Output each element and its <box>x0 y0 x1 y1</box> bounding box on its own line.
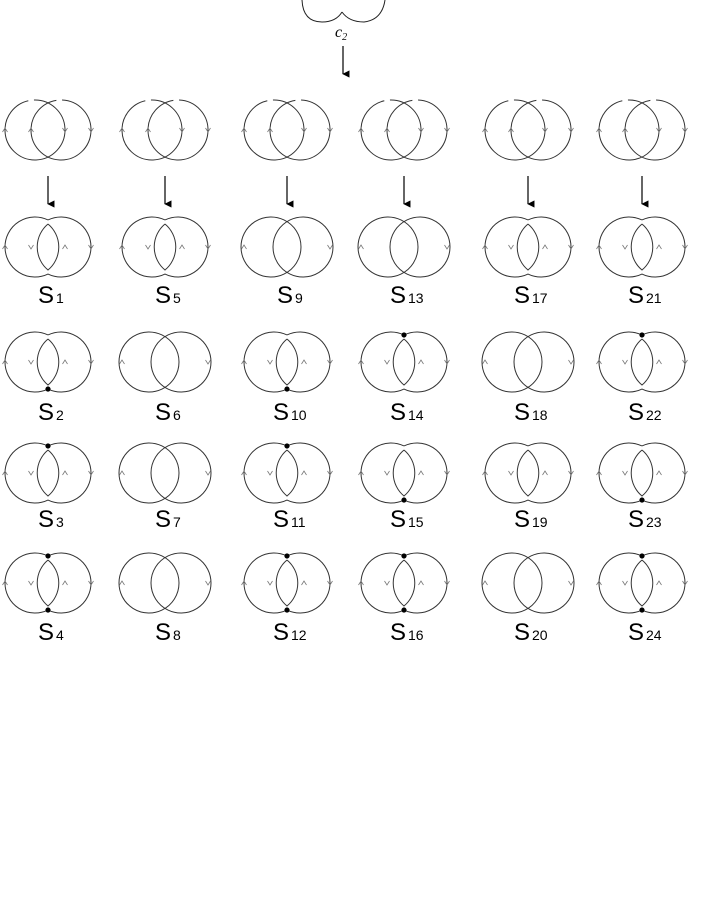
outer-loop <box>5 553 91 613</box>
marker-dot-top <box>284 553 289 558</box>
outer-loop <box>485 443 571 503</box>
inner-lens <box>517 224 539 270</box>
left-crescent <box>119 553 179 613</box>
orientation-arrow <box>29 360 34 364</box>
left-crescent <box>241 217 301 277</box>
inner-lens <box>631 339 653 385</box>
component-circle-left <box>243 99 305 161</box>
inner-lens <box>631 224 653 270</box>
left-crescent <box>119 443 179 503</box>
orientation-arrow <box>268 471 273 475</box>
inner-lens <box>37 450 59 496</box>
inner-lens <box>37 339 59 385</box>
state-label <box>155 506 181 533</box>
state-subscript: 7 <box>173 514 181 530</box>
orientation-arrow <box>359 245 364 249</box>
outer-loop <box>485 217 571 277</box>
state-symbol: S <box>628 399 645 426</box>
right-crescent <box>390 217 450 277</box>
orientation-arrow <box>120 360 125 364</box>
state-label <box>155 282 181 309</box>
state-S8 <box>119 553 211 646</box>
state-label <box>155 619 181 646</box>
state-S19 <box>483 443 574 533</box>
marker-dot-bottom <box>45 607 50 612</box>
state-S2 <box>3 332 94 426</box>
state-subscript: 4 <box>56 627 64 643</box>
component-circle-left <box>484 99 546 161</box>
marker-dot-bottom <box>401 607 406 612</box>
state-subscript: 1 <box>56 290 64 306</box>
state-S4 <box>3 553 94 646</box>
inner-lens <box>276 560 298 606</box>
component-circle-right <box>386 99 448 161</box>
state-S9 <box>241 217 333 309</box>
orientation-arrow <box>419 471 424 475</box>
outer-loop <box>5 217 91 277</box>
state-symbol: S <box>38 619 55 646</box>
inner-lens <box>631 560 653 606</box>
state-symbol: S <box>514 619 531 646</box>
state-subscript: 14 <box>408 407 424 423</box>
outer-loop <box>361 553 447 613</box>
orientation-arrow <box>302 471 307 475</box>
outer-loop <box>244 443 330 503</box>
state-S13 <box>358 217 450 309</box>
orientation-arrow <box>29 471 34 475</box>
orientation-arrow <box>120 581 125 585</box>
state-label <box>38 399 64 426</box>
state-S20 <box>482 553 574 646</box>
component-circle-right <box>624 99 686 161</box>
state-subscript: 10 <box>291 407 307 423</box>
orientation-arrow <box>509 245 514 249</box>
orientation-arrow <box>483 360 488 364</box>
marker-dot-top <box>45 553 50 558</box>
state-label <box>390 619 424 646</box>
marker-dot-top <box>45 443 50 448</box>
state-label <box>514 399 548 426</box>
orientation-arrow <box>657 360 662 364</box>
top-link-row <box>3 99 688 204</box>
right-crescent <box>151 553 211 613</box>
orientation-arrow <box>242 245 247 249</box>
left-crescent <box>482 332 542 392</box>
orientation-arrow <box>302 581 307 585</box>
marker-dot-top <box>401 332 406 337</box>
state-grid <box>3 217 688 646</box>
state-subscript: 24 <box>646 627 662 643</box>
top-link-4 <box>359 99 450 204</box>
component-circle-right <box>30 99 92 161</box>
orientation-arrow <box>623 360 628 364</box>
component-circle-left <box>121 99 183 161</box>
state-S16 <box>359 553 450 646</box>
marker-dot-bottom <box>45 386 50 391</box>
orientation-arrow <box>206 581 211 585</box>
state-label <box>38 506 64 533</box>
state-symbol: S <box>514 506 531 533</box>
state-label <box>38 282 64 309</box>
orientation-arrow <box>63 471 68 475</box>
state-S6 <box>119 332 211 426</box>
state-subscript: 8 <box>173 627 181 643</box>
state-symbol: S <box>277 282 294 309</box>
state-S21 <box>597 217 688 309</box>
marker-dot-bottom <box>401 497 406 502</box>
state-label <box>273 506 306 533</box>
outer-loop <box>361 332 447 392</box>
orientation-arrow <box>206 471 211 475</box>
state-label <box>628 619 662 646</box>
inner-lens <box>393 560 415 606</box>
state-symbol: S <box>38 506 55 533</box>
state-label <box>628 399 662 426</box>
state-symbol: S <box>390 619 407 646</box>
orientation-arrow <box>146 245 151 249</box>
state-label <box>390 282 424 309</box>
orientation-arrow <box>419 360 424 364</box>
marker-dot-top <box>284 443 289 448</box>
state-symbol: S <box>514 399 531 426</box>
state-subscript: 11 <box>291 514 306 530</box>
state-S17 <box>483 217 574 309</box>
state-symbol: S <box>390 506 407 533</box>
component-circle-left <box>598 99 660 161</box>
state-S10 <box>242 332 333 426</box>
state-S5 <box>120 217 211 309</box>
inner-lens <box>517 450 539 496</box>
state-symbol: S <box>514 282 531 309</box>
orientation-arrow <box>623 245 628 249</box>
state-symbol: S <box>390 282 407 309</box>
state-subscript: 3 <box>56 514 64 530</box>
top-link-diagram <box>302 0 385 22</box>
inner-lens <box>37 560 59 606</box>
right-crescent <box>514 332 574 392</box>
marker-dot-bottom <box>639 607 644 612</box>
orientation-arrow <box>63 245 68 249</box>
orientation-arrow <box>29 245 34 249</box>
inner-lens <box>393 339 415 385</box>
state-label <box>514 506 548 533</box>
orientation-arrow <box>206 360 211 364</box>
inner-lens <box>276 450 298 496</box>
orientation-arrow <box>569 360 574 364</box>
state-subscript: 5 <box>173 290 181 306</box>
orientation-arrow <box>657 581 662 585</box>
marker-dot-bottom <box>284 607 289 612</box>
state-symbol: S <box>273 399 290 426</box>
orientation-arrow <box>623 581 628 585</box>
state-symbol: S <box>628 506 645 533</box>
state-subscript: 6 <box>173 407 181 423</box>
state-subscript: 22 <box>646 407 662 423</box>
orientation-arrow <box>419 581 424 585</box>
outer-loop <box>599 217 685 277</box>
state-S23 <box>597 443 688 533</box>
state-S1 <box>3 217 94 309</box>
state-subscript: 18 <box>532 407 548 423</box>
state-S22 <box>597 332 688 426</box>
state-label <box>273 399 307 426</box>
state-subscript: 23 <box>646 514 662 530</box>
state-symbol: S <box>155 399 172 426</box>
inner-lens <box>393 450 415 496</box>
top-link-5 <box>483 99 574 204</box>
orientation-arrow <box>302 360 307 364</box>
state-S14 <box>359 332 450 426</box>
orientation-arrow <box>328 245 333 249</box>
orientation-arrow <box>657 245 662 249</box>
orientation-arrow <box>385 360 390 364</box>
outer-loop <box>599 443 685 503</box>
component-circle-left <box>4 99 66 161</box>
orientation-arrow <box>483 581 488 585</box>
state-symbol: S <box>155 619 172 646</box>
outer-loop <box>361 443 447 503</box>
state-subscript: 17 <box>532 290 548 306</box>
outer-loop <box>244 553 330 613</box>
marker-dot-top <box>401 553 406 558</box>
state-label <box>155 399 181 426</box>
state-symbol: S <box>390 399 407 426</box>
orientation-arrow <box>63 581 68 585</box>
state-label <box>273 619 307 646</box>
state-symbol: S <box>273 619 290 646</box>
state-label <box>390 506 424 533</box>
orientation-arrow <box>623 471 628 475</box>
left-crescent <box>119 332 179 392</box>
state-S12 <box>242 553 333 646</box>
left-crescent <box>358 217 418 277</box>
marker-dot-bottom <box>284 386 289 391</box>
right-crescent <box>151 332 211 392</box>
outer-loop <box>5 443 91 503</box>
state-subscript: 12 <box>291 627 307 643</box>
component-circle-right <box>269 99 331 161</box>
state-symbol: S <box>273 506 290 533</box>
state-label <box>390 399 424 426</box>
state-subscript: 15 <box>408 514 424 530</box>
state-subscript: 16 <box>408 627 424 643</box>
top-link-1 <box>3 99 94 204</box>
top-link-6 <box>597 99 688 204</box>
state-label <box>277 282 303 309</box>
state-label <box>628 282 662 309</box>
state-S15 <box>359 443 450 533</box>
orientation-arrow <box>569 581 574 585</box>
inner-lens <box>154 224 176 270</box>
state-subscript: 13 <box>408 290 424 306</box>
right-crescent <box>151 443 211 503</box>
marker-dot-top <box>639 332 644 337</box>
state-label <box>514 619 548 646</box>
orientation-arrow <box>120 471 125 475</box>
state-S18 <box>482 332 574 426</box>
state-subscript: 21 <box>646 290 662 306</box>
orientation-arrow <box>385 581 390 585</box>
component-circle-right <box>510 99 572 161</box>
orientation-arrow <box>180 245 185 249</box>
orientation-arrow <box>268 360 273 364</box>
state-symbol: S <box>155 282 172 309</box>
state-symbol: S <box>38 282 55 309</box>
state-symbol: S <box>628 282 645 309</box>
orientation-arrow <box>29 581 34 585</box>
state-subscript: 2 <box>56 407 64 423</box>
orientation-arrow <box>509 471 514 475</box>
state-label <box>38 619 64 646</box>
orientation-arrow <box>268 581 273 585</box>
state-subscript: 9 <box>295 290 303 306</box>
outer-loop <box>5 332 91 392</box>
outer-loop <box>599 553 685 613</box>
state-symbol: S <box>628 619 645 646</box>
component-circle-left <box>360 99 422 161</box>
orientation-arrow <box>445 245 450 249</box>
marker-dot-top <box>639 553 644 558</box>
orientation-arrow <box>657 471 662 475</box>
right-crescent <box>514 553 574 613</box>
orientation-arrow <box>63 360 68 364</box>
state-symbol: S <box>38 399 55 426</box>
state-S3 <box>3 443 94 533</box>
state-subscript: 19 <box>532 514 548 530</box>
state-S11 <box>242 443 333 533</box>
outer-loop <box>244 332 330 392</box>
state-label <box>514 282 548 309</box>
left-crescent <box>482 553 542 613</box>
inner-lens <box>37 224 59 270</box>
top-link-3 <box>242 99 333 204</box>
orientation-arrow <box>543 245 548 249</box>
state-symbol: S <box>155 506 172 533</box>
right-crescent <box>273 217 333 277</box>
outer-loop <box>122 217 208 277</box>
state-subscript: 20 <box>532 627 548 643</box>
marker-dot-bottom <box>639 497 644 502</box>
state-S7 <box>119 443 211 533</box>
component-circle-right <box>147 99 209 161</box>
outer-loop <box>599 332 685 392</box>
top-label-c: c2 <box>335 24 348 43</box>
inner-lens <box>631 450 653 496</box>
inner-lens <box>276 339 298 385</box>
state-S24 <box>597 553 688 646</box>
orientation-arrow <box>385 471 390 475</box>
top-link-2 <box>120 99 211 204</box>
state-label <box>628 506 662 533</box>
orientation-arrow <box>543 471 548 475</box>
